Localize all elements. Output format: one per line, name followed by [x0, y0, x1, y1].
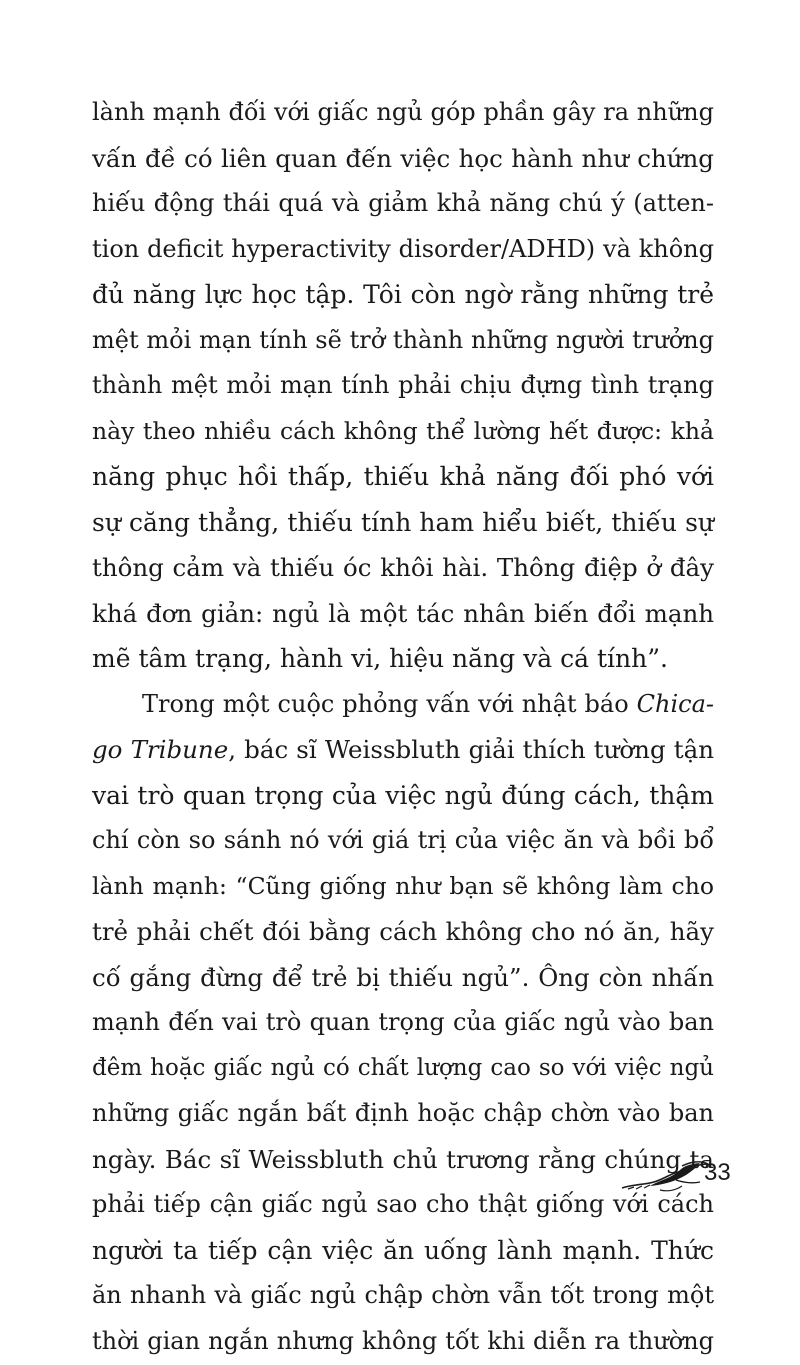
- text-line: cố gắng đừng để trẻ bị thiếu ngủ”. Ông còn nhấn: [92, 962, 714, 992]
- text-line: lành mạnh đối với giấc ngủ góp phần gây ra những: [92, 98, 714, 126]
- text-line: mệt mỏi mạn tính sẽ trở thành những người trưởng: [92, 325, 714, 354]
- text-line: khá đơn giản: ngủ là một tác nhân biến đổi mạnh: [92, 598, 714, 628]
- text-line: [92, 727, 714, 773]
- text-line: mẽ tâm trạng, hành vi, hiệu năng và cá tính”.: [92, 644, 668, 673]
- text-line: thành mệt mỏi mạn tính phải chịu đựng tình trạng: [92, 371, 714, 399]
- text-line: trẻ phải chết đói bằng cách không cho nó ăn, hãy: [92, 917, 714, 946]
- text-line: ngày. Bác sĩ Weissbluth chủ trương rằng chúng ta: [92, 1144, 714, 1174]
- text-line: vấn đề có liên quan đến việc học hành như chứng: [92, 143, 714, 173]
- text-line: phải tiếp cận giấc ngủ sao cho thật giống với cách: [92, 1190, 714, 1218]
- text-line: đủ năng lực học tập. Tôi còn ngờ rằng những trẻ: [92, 280, 714, 309]
- text-line: tion deficit hyperactivity disorder/ADHD) và không: [92, 234, 714, 263]
- text-line: sự căng thẳng, thiếu tính ham hiểu biết, thiếu sự: [92, 507, 714, 537]
- text-line: này theo nhiều cách không thể lường hết được: khả: [92, 416, 714, 445]
- text-line: thời gian ngắn nhưng không tốt khi diễn ra thường: [92, 1326, 714, 1355]
- newspaper-title-part: go Tribune: [92, 735, 229, 764]
- text-line: mạnh đến vai trò quan trọng của giấc ngủ vào ban: [92, 1008, 714, 1036]
- text-line: lành mạnh: “Cũng giống như bạn sẽ không làm cho: [92, 871, 714, 900]
- page-number: 33: [704, 1159, 731, 1186]
- text-line: những giấc ngắn bất định hoặc chập chờn vào ban: [92, 1099, 714, 1127]
- text-line: chí còn so sánh nó với giá trị của việc ăn và bồi bổ: [92, 826, 714, 854]
- text-segment: Trong một cuộc phỏng vấn với nhật báo: [142, 689, 637, 718]
- text-line: thông cảm và thiếu óc khôi hài. Thông điệp ở đây: [92, 553, 714, 582]
- text-line: hiếu động thái quá và giảm khả năng chú ý (atten-: [92, 189, 714, 217]
- text-segment: , bác sĩ Weissbluth giải thích tường tận: [228, 735, 714, 764]
- paragraph-1: [92, 90, 714, 682]
- feather-quill-ornament-icon: [620, 1160, 712, 1194]
- newspaper-title-part: Chica-: [636, 689, 714, 718]
- text-line: [92, 682, 714, 728]
- text-line: vai trò quan trọng của việc ngủ đúng cách, thậm: [92, 780, 714, 810]
- paragraph-2: [92, 682, 714, 1365]
- page-footer: [620, 1158, 740, 1198]
- text-line: đêm hoặc giấc ngủ có chất lượng cao so với việc ngủ: [92, 1054, 714, 1081]
- text-line: người ta tiếp cận việc ăn uống lành mạnh. Thức: [92, 1235, 714, 1265]
- text-line: ăn nhanh và giấc ngủ chập chờn vẫn tốt trong một: [92, 1281, 714, 1309]
- text-line: năng phục hồi thấp, thiếu khả năng đối phó với: [92, 462, 714, 491]
